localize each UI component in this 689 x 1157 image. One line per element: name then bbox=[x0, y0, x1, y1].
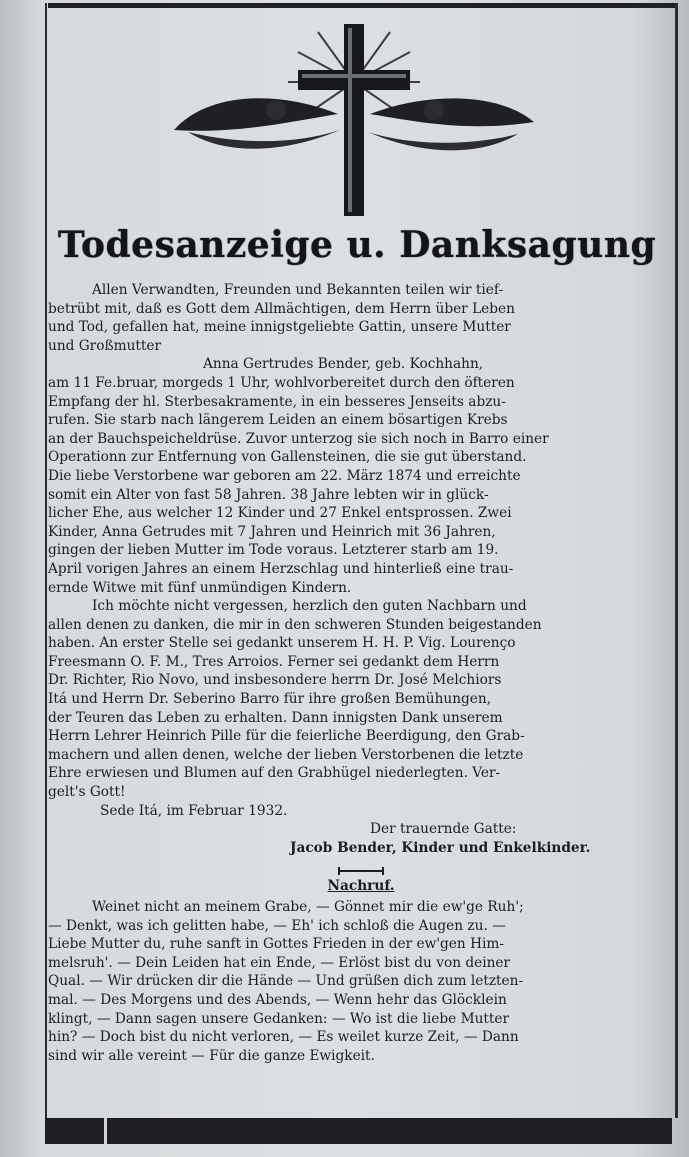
text-line: Kinder, Anna Getrudes mit 7 Jahren und Heinrich mit 36 Jahren, bbox=[48, 523, 496, 540]
poem-line: hin? — Doch bist du nicht verloren, — Es weilet kurze Zeit, — Dann bbox=[48, 1029, 519, 1046]
text-line: allen denen zu danken, die mir in den schweren Stunden beigestanden bbox=[48, 616, 542, 633]
text-line: Ehre erwiesen und Blumen auf den Grabhügel niederlegten. Ver- bbox=[48, 765, 501, 782]
text-line: an der Bauchspeicheldrüse. Zuvor unterzog sie sich noch in Barro einer bbox=[48, 430, 549, 447]
text-line: gelt's Gott! bbox=[48, 784, 126, 801]
text-line: am 11 Fe.bruar, morgeds 1 Uhr, wohlvorbereitet durch den öfteren bbox=[48, 374, 515, 391]
text-line: April vorigen Jahres an einem Herzschlag und hinterließ eine trau- bbox=[48, 560, 514, 577]
nachruf-heading: Nachruf. bbox=[327, 878, 395, 895]
text-line: Die liebe Verstorbene war geboren am 22. März 1874 und erreichte bbox=[48, 467, 521, 484]
text-line: Empfang der hl. Sterbesakramente, in ein besseres Jenseits abzu- bbox=[48, 393, 506, 410]
text-line: der Teuren das Leben zu erhalten. Dann innigsten Dank unserem bbox=[48, 709, 503, 726]
text-line: betrübt mit, daß es Gott dem Allmächtigen, dem Herrn über Leben bbox=[48, 300, 515, 317]
signature-label: Der trauernde Gatte: bbox=[370, 821, 517, 838]
place-date: Sede Itá, im Februar 1932. bbox=[100, 802, 288, 819]
cross-emblem-icon bbox=[168, 22, 540, 222]
text-line: haben. An erster Stelle sei gedankt unserem H. H. P. Vig. Lourenço bbox=[48, 635, 516, 652]
nachruf-section bbox=[48, 867, 674, 896]
left-border-rule bbox=[45, 3, 47, 1118]
deceased-name: Anna Gertrudes Bender, geb. Kochhahn, bbox=[203, 356, 484, 373]
text-line: somit ein Alter von fast 58 Jahren. 38 Jahre lebten wir in glück- bbox=[48, 486, 489, 503]
poem-line: Weinet nicht an meinem Grabe, — Gönnet mir die ew'ge Ruh'; bbox=[92, 899, 524, 915]
poem-line: sind wir alle vereint — Für die ganze Ewigkeit. bbox=[48, 1047, 375, 1064]
poem-line: Liebe Mutter du, ruhe sanft in Gottes Frieden in der ew'gen Him- bbox=[48, 936, 504, 953]
right-border-rule bbox=[675, 3, 678, 1118]
text-line: Herrn Lehrer Heinrich Pille für die feierliche Beerdigung, den Grab- bbox=[48, 728, 525, 745]
text-line: rufen. Sie starb nach längerem Leiden an einem bösartigen Krebs bbox=[48, 412, 508, 429]
signature-names: Jacob Bender, Kinder und Enkelkinder. bbox=[290, 839, 591, 856]
text-line: Ich möchte nicht vergessen, herzlich den guten Nachbarn und bbox=[92, 598, 527, 615]
text-line: Allen Verwandten, Freunden und Bekannten teilen wir tief- bbox=[92, 282, 504, 298]
poem-line: — Denkt, was ich gelitten habe, — Eh' ich schloß die Augen zu. — bbox=[48, 917, 506, 934]
ornament-divider-icon bbox=[338, 867, 384, 875]
page-title: Todesanzeige u. Danksagung bbox=[57, 224, 657, 266]
poem bbox=[48, 898, 674, 1065]
text-line: und Großmutter bbox=[48, 337, 162, 354]
text-line: Dr. Richter, Rio Novo, und insbesondere herrn Dr. José Melchiors bbox=[48, 672, 502, 689]
text-line: und Tod, gefallen hat, meine innigstgeliebte Gattin, unsere Mutter bbox=[48, 319, 511, 336]
poem-line: melsruh'. — Dein Leiden hat ein Ende, — Erlöst bist du von deiner bbox=[48, 954, 511, 971]
bottom-border-bar bbox=[45, 1118, 672, 1144]
poem-line: mal. — Des Morgens und des Abends, — Wenn hehr das Glöcklein bbox=[48, 991, 507, 1008]
top-border-rule bbox=[48, 3, 675, 8]
text-line: licher Ehe, aus welcher 12 Kinder und 27 Enkel entsprossen. Zwei bbox=[48, 505, 512, 522]
poem-line: klingt, — Dann sagen unsere Gedanken: — Wo ist die liebe Mutter bbox=[48, 1010, 510, 1027]
text-line: machern und allen denen, welche der lieben Verstorbenen die letzte bbox=[48, 746, 524, 763]
text-line: Freesmann O. F. M., Tres Arroios. Ferner sei gedankt dem Herrn bbox=[48, 653, 500, 670]
bottom-bar-gap bbox=[104, 1118, 107, 1144]
text-line: Operationn zur Entfernung von Gallensteinen, die sie gut überstand. bbox=[48, 449, 527, 466]
text-line: gingen der lieben Mutter im Tode voraus. Letzterer starb am 19. bbox=[48, 542, 499, 559]
notice-body bbox=[48, 281, 674, 1065]
text-line: ernde Witwe mit fünf unmündigen Kindern. bbox=[48, 579, 352, 596]
poem-line: Qual. — Wir drücken dir die Hände — Und grüßen dich zum letzten- bbox=[48, 973, 524, 990]
text-line: Itá und Herrn Dr. Seberino Barro für ihre großen Bemühungen, bbox=[48, 691, 492, 708]
